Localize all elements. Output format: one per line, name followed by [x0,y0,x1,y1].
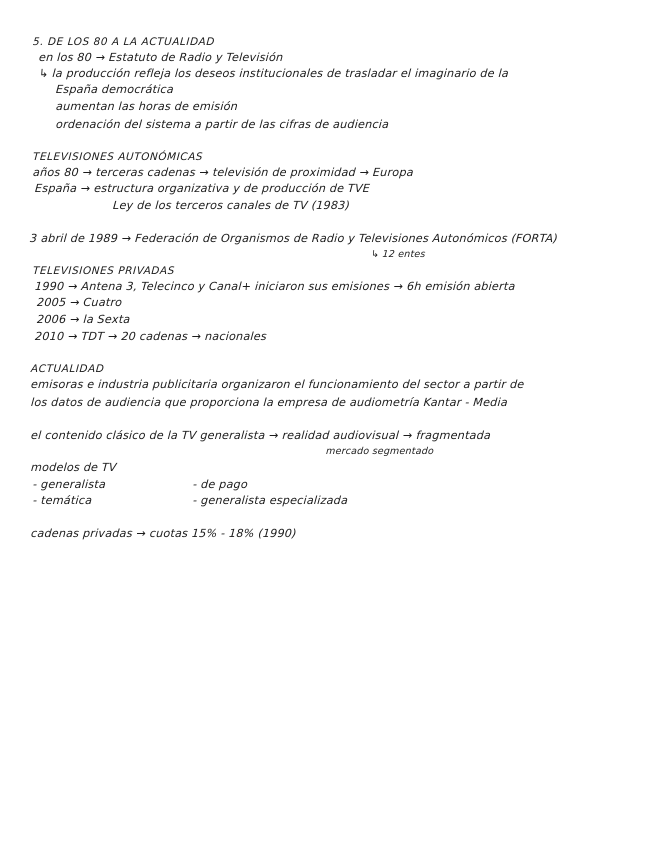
section-5-line-1: en los 80 → Estatuto de Radio y Televisión [38,51,284,64]
actualidad-line-1: emisoras e industria publicitaria organizaron el funcionamiento del sector a partir de [30,378,525,391]
actualidad-line-2: los datos de audiencia que proporciona la empresa de audiometría Kantar - Media [30,396,509,409]
section-5-line-3: España democrática [55,83,175,96]
modelo-tematica: - temática [32,494,93,507]
modelo-generalista-especializada: - generalista especializada [192,494,349,507]
actualidad-title: ACTUALIDAD [30,363,105,375]
privadas-line-4: 2010 → TDT → 20 cadenas → nacionales [34,330,268,343]
actualidad-line-5: cadenas privadas → cuotas 15% - 18% (1990) [30,527,298,540]
section-5-line-5: ordenación del sistema a partir de las cifras de audiencia [55,118,390,131]
actualidad-line-3: el contenido clásico de la TV generalista → realidad audiovisual → fragmentada [30,429,492,442]
autonomicas-line-4: 3 abril de 1989 → Federación de Organismos de Radio y Televisiones Autonómicos (FORTA) [29,232,559,245]
autonomicas-line-3: Ley de los terceros canales de TV (1983) [112,199,351,212]
privadas-line-1: 1990 → Antena 3, Telecinco y Canal+ iniciaron sus emisiones → 6h emisión abierta [34,280,516,293]
privadas-title: TELEVISIONES PRIVADAS [32,265,176,277]
privadas-line-2: 2005 → Cuatro [36,296,123,309]
modelo-generalista: - generalista [32,478,107,491]
autonomicas-line-5: ↳ 12 entes [370,249,426,260]
section-5-line-4: aumentan las horas de emisión [55,100,239,113]
actualidad-line-4: mercado segmentado [325,446,435,457]
modelos-title: modelos de TV [30,461,118,474]
modelo-de-pago: - de pago [192,478,249,491]
section-5-title: 5. DE LOS 80 A LA ACTUALIDAD [32,36,216,48]
section-5-line-2: ↳ la producción refleja los deseos institucionales de trasladar el imaginario de la [38,67,510,80]
privadas-line-3: 2006 → la Sexta [36,313,131,326]
autonomicas-line-2: España → estructura organizativa y de producción de TVE [34,182,371,195]
autonomicas-line-1: años 80 → terceras cadenas → televisión de proximidad → Europa [32,166,415,179]
autonomicas-title: TELEVISIONES AUTONÓMICAS [32,151,204,163]
